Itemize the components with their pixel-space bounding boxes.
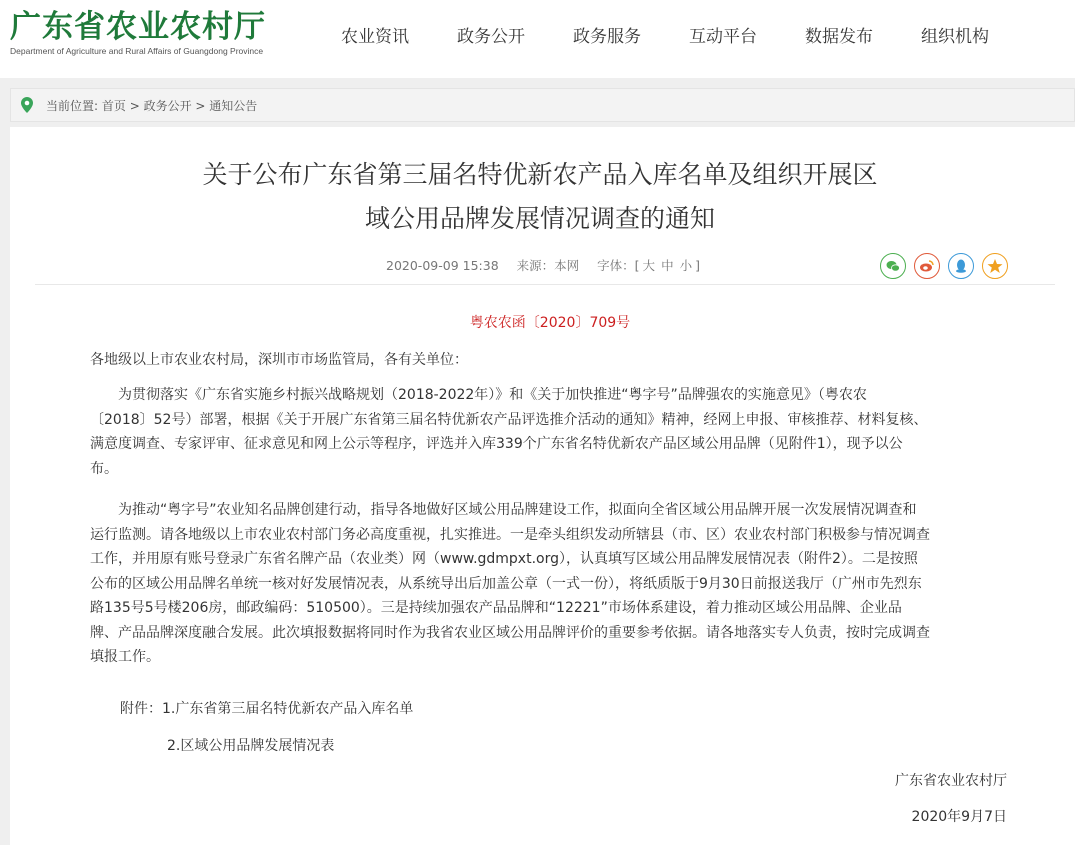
paragraph-line: 填报工作。: [90, 649, 160, 665]
logo-chinese-name: 广东省农业农村厅: [10, 9, 266, 45]
article-title-line-2: 域公用品牌发展情况调查的通知: [364, 204, 715, 233]
paragraph-line: 公布的区域公用品牌名单统一核对好发展情况表，从系统导出后加盖公章（一式一份），将纸质版于9月30日前报送我厅（广州市先烈东: [90, 575, 922, 592]
attachment-1: [90, 697, 1015, 722]
paragraph-line: 满意度调查、专家评审、征求意见和网上公示等程序，评选并入库339个广东省名特优新农产品区域公用品牌（见附件1），现予以公: [90, 436, 903, 452]
paragraph-line: 为推动“粤字号”农业知名品牌创建行动，指导各地做好区域公用品牌建设工作，拟面向全省区域公用品牌开展一次发展情况调查和: [118, 502, 917, 518]
nav-item-agri-news[interactable]: 农业资讯: [341, 27, 409, 47]
qq-share-icon[interactable]: [948, 253, 974, 279]
paragraph-line: 路135号5号楼206房，邮政编码：510500）。三是持续加强农产品品牌和“12221”市场体系建设，着力推动区域公用品牌、企业品: [90, 600, 902, 616]
paragraph-line: 牌、产品品牌深度融合发展。此次填报数据将同时作为我省农业区域公用品牌评价的重要参考依据。请各地落实专人负责，按时完成调查: [90, 624, 930, 641]
article-title-line-1: 关于公布广东省第三届名特优新农产品入库名单及组织开展区: [202, 160, 878, 189]
font-size-medium[interactable]: 中: [661, 258, 674, 273]
font-size-small[interactable]: 小: [679, 258, 693, 273]
font-size-label: 字体：[: [597, 258, 640, 273]
nav-item-gov-affairs[interactable]: 政务公开: [457, 27, 525, 47]
article-source: 来源：本网: [516, 258, 580, 273]
nav-item-interaction[interactable]: 互动平台: [689, 27, 757, 47]
attachment-label: 附件：: [120, 701, 162, 717]
paragraph-line: 运行监测。请各地级以上市农业农村部门务必高度重视，扎实推进。一是牵头组织发动所辖县（市、区）农业农村部门积极参与情况调查: [90, 526, 930, 543]
breadcrumb-notices[interactable]: 通知公告: [209, 99, 258, 113]
favorite-star-icon[interactable]: [982, 253, 1008, 279]
location-pin-icon: [21, 97, 33, 113]
breadcrumb-prefix: 当前位置:: [46, 99, 102, 113]
greeting: [90, 348, 1015, 373]
nav-item-data-release[interactable]: 数据发布: [805, 27, 873, 47]
nav-item-organization[interactable]: 组织机构: [921, 27, 989, 47]
paragraph-line: 工作，并用原有账号登录广东省名牌产品（农业类）网（www.gdmpxt.org），认真填写区域公用品牌发展情况表（附件2）。二是按照: [90, 551, 918, 567]
breadcrumb-home[interactable]: 首页: [101, 99, 126, 113]
issue-date: 2020年9月7日: [911, 809, 1007, 825]
title-divider: [35, 284, 1055, 285]
site-header: [0, 0, 1075, 78]
paragraph-line: 为贯彻落实《广东省实施乡村振兴战略规划（2018-2022年）》和《关于加快推进“粤字号”品牌强农的实施意见》（粤农农: [118, 387, 867, 403]
paragraph-2: [90, 498, 1015, 670]
greeting-text: 各地级以上市农业农村局，深圳市市场监管局，各有关单位：: [90, 352, 468, 368]
publish-date: 2020-09-09 15:38: [386, 258, 499, 273]
site-logo[interactable]: [10, 10, 266, 56]
breadcrumb: [46, 98, 257, 114]
breadcrumb-bar: [10, 88, 1075, 122]
nav-item-gov-services[interactable]: 政务服务: [573, 27, 641, 47]
attachment-1-link[interactable]: 1.广东省第三届名特优新农产品入库名单: [162, 701, 414, 717]
paragraph-line: 布。: [90, 460, 118, 477]
wechat-share-icon[interactable]: [880, 253, 906, 279]
font-size-large[interactable]: 大: [642, 258, 656, 273]
document-number: 粤农农函〔2020〕709号: [469, 315, 631, 331]
article-panel: [10, 127, 1075, 845]
logo-english-name: Department of Agriculture and Rural Affairs of Guangdong Province: [10, 46, 264, 56]
breadcrumb-separator: >: [125, 99, 144, 113]
paragraph-line: 〔2018〕52号）部署，根据《关于开展广东省第三届名特优新农产品评选推介活动的通知》精神，经网上申报、审核推荐、材料复核、: [90, 411, 928, 428]
attachment-2-link[interactable]: 2.区域公用品牌发展情况表: [167, 738, 335, 754]
breadcrumb-separator: >: [191, 99, 210, 113]
attachment-2: [90, 734, 1015, 759]
article-meta: [386, 258, 700, 274]
paragraph-1: [90, 383, 1015, 481]
issuer-signature: 广东省农业农村厅: [895, 773, 1007, 789]
font-size-close: ]: [695, 258, 700, 273]
breadcrumb-gov-affairs[interactable]: 政务公开: [143, 99, 192, 113]
weibo-share-icon[interactable]: [914, 253, 940, 279]
